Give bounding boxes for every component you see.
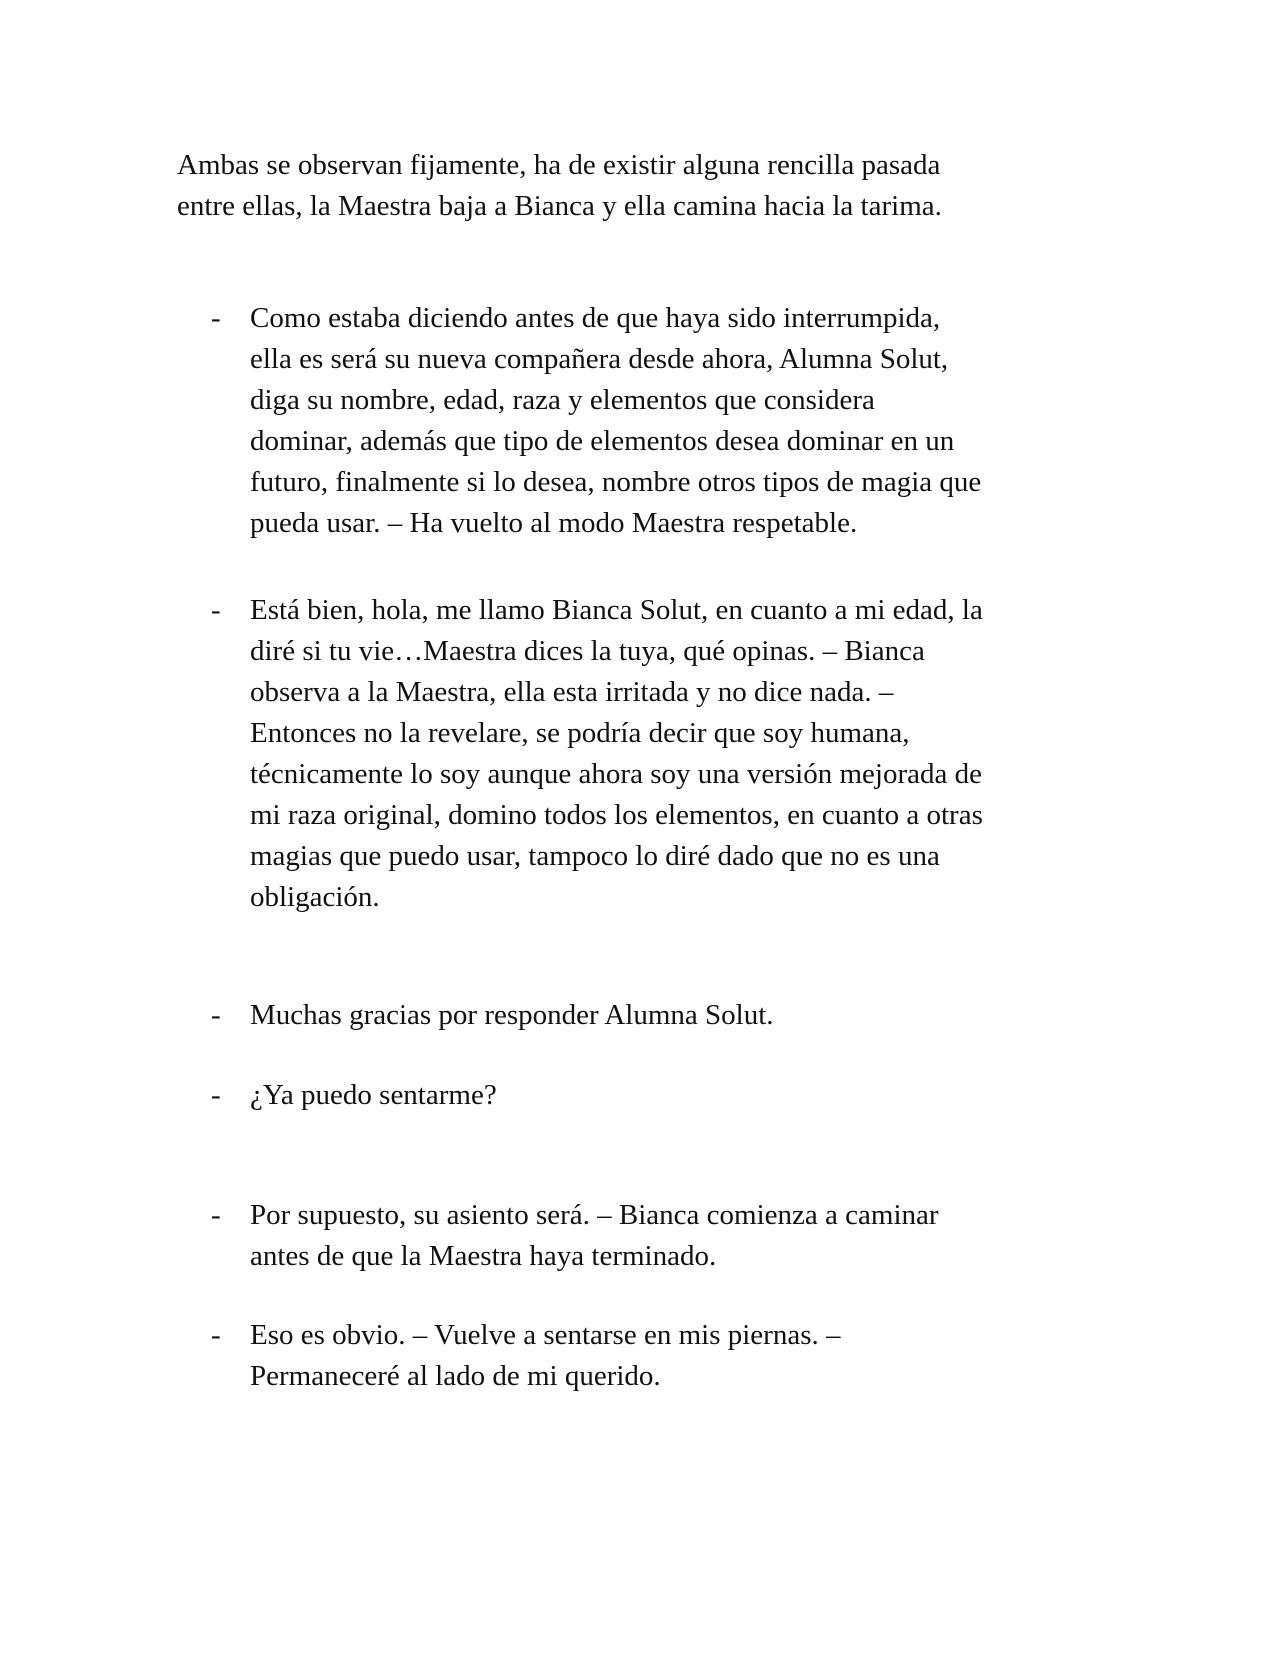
dialog-line: Entonces no la revelare, se podría decir que soy humana, <box>250 717 910 749</box>
intro-paragraph <box>177 145 1077 227</box>
dialog-line: Eso es obvio. – Vuelve a sentarse en mis piernas. – <box>250 1319 841 1351</box>
dialog-line: diré si tu vie…Maestra dices la tuya, qué opinas. – Bianca <box>250 635 925 667</box>
dialog-dash: - <box>211 1319 221 1351</box>
dialog-line: obligación. <box>250 881 380 913</box>
dialog-line: diga su nombre, edad, raza y elementos que considera <box>250 384 875 416</box>
dialog-dash: - <box>211 999 221 1031</box>
dialog-line: Permaneceré al lado de mi querido. <box>250 1360 661 1392</box>
intro-line: Ambas se observan fijamente, ha de existir alguna rencilla pasada <box>177 149 941 181</box>
dialog-line: magias que puedo usar, tampoco lo diré dado que no es una <box>250 840 940 872</box>
intro-line: entre ellas, la Maestra baja a Bianca y ella camina hacia la tarima. <box>177 190 942 222</box>
dialog-line: antes de que la Maestra haya terminado. <box>250 1240 717 1272</box>
dialog-line: observa a la Maestra, ella esta irritada y no dice nada. – <box>250 676 894 708</box>
dialog-dash: - <box>211 1199 221 1231</box>
dialog-text <box>250 1075 1110 1116</box>
dialog-line: dominar, además que tipo de elementos desea dominar en un <box>250 425 955 457</box>
dialog-text <box>250 590 1110 918</box>
dialog-line: Está bien, hola, me llamo Bianca Solut, en cuanto a mi edad, la <box>250 594 983 626</box>
dialog-line: Como estaba diciendo antes de que haya sido interrumpida, <box>250 302 941 334</box>
dialog-text <box>250 995 1110 1036</box>
dialog-line: técnicamente lo soy aunque ahora soy una versión mejorada de <box>250 758 982 790</box>
dialog-line: ¿Ya puedo sentarme? <box>250 1079 497 1111</box>
dialog-line: Por supuesto, su asiento será. – Bianca comienza a caminar <box>250 1199 939 1231</box>
dialog-text <box>250 1195 1110 1277</box>
dialog-dash: - <box>211 302 221 334</box>
dialog-line: mi raza original, domino todos los elementos, en cuanto a otras <box>250 799 983 831</box>
dialog-line: Muchas gracias por responder Alumna Solut. <box>250 999 774 1031</box>
dialog-line: futuro, finalmente si lo desea, nombre otros tipos de magia que <box>250 466 982 498</box>
dialog-text <box>250 1315 1110 1397</box>
dialog-line: ella es será su nueva compañera desde ahora, Alumna Solut, <box>250 343 949 375</box>
dialog-dash: - <box>211 594 221 626</box>
dialog-dash: - <box>211 1079 221 1111</box>
dialog-text <box>250 298 1110 544</box>
dialog-line: pueda usar. – Ha vuelto al modo Maestra respetable. <box>250 507 858 539</box>
